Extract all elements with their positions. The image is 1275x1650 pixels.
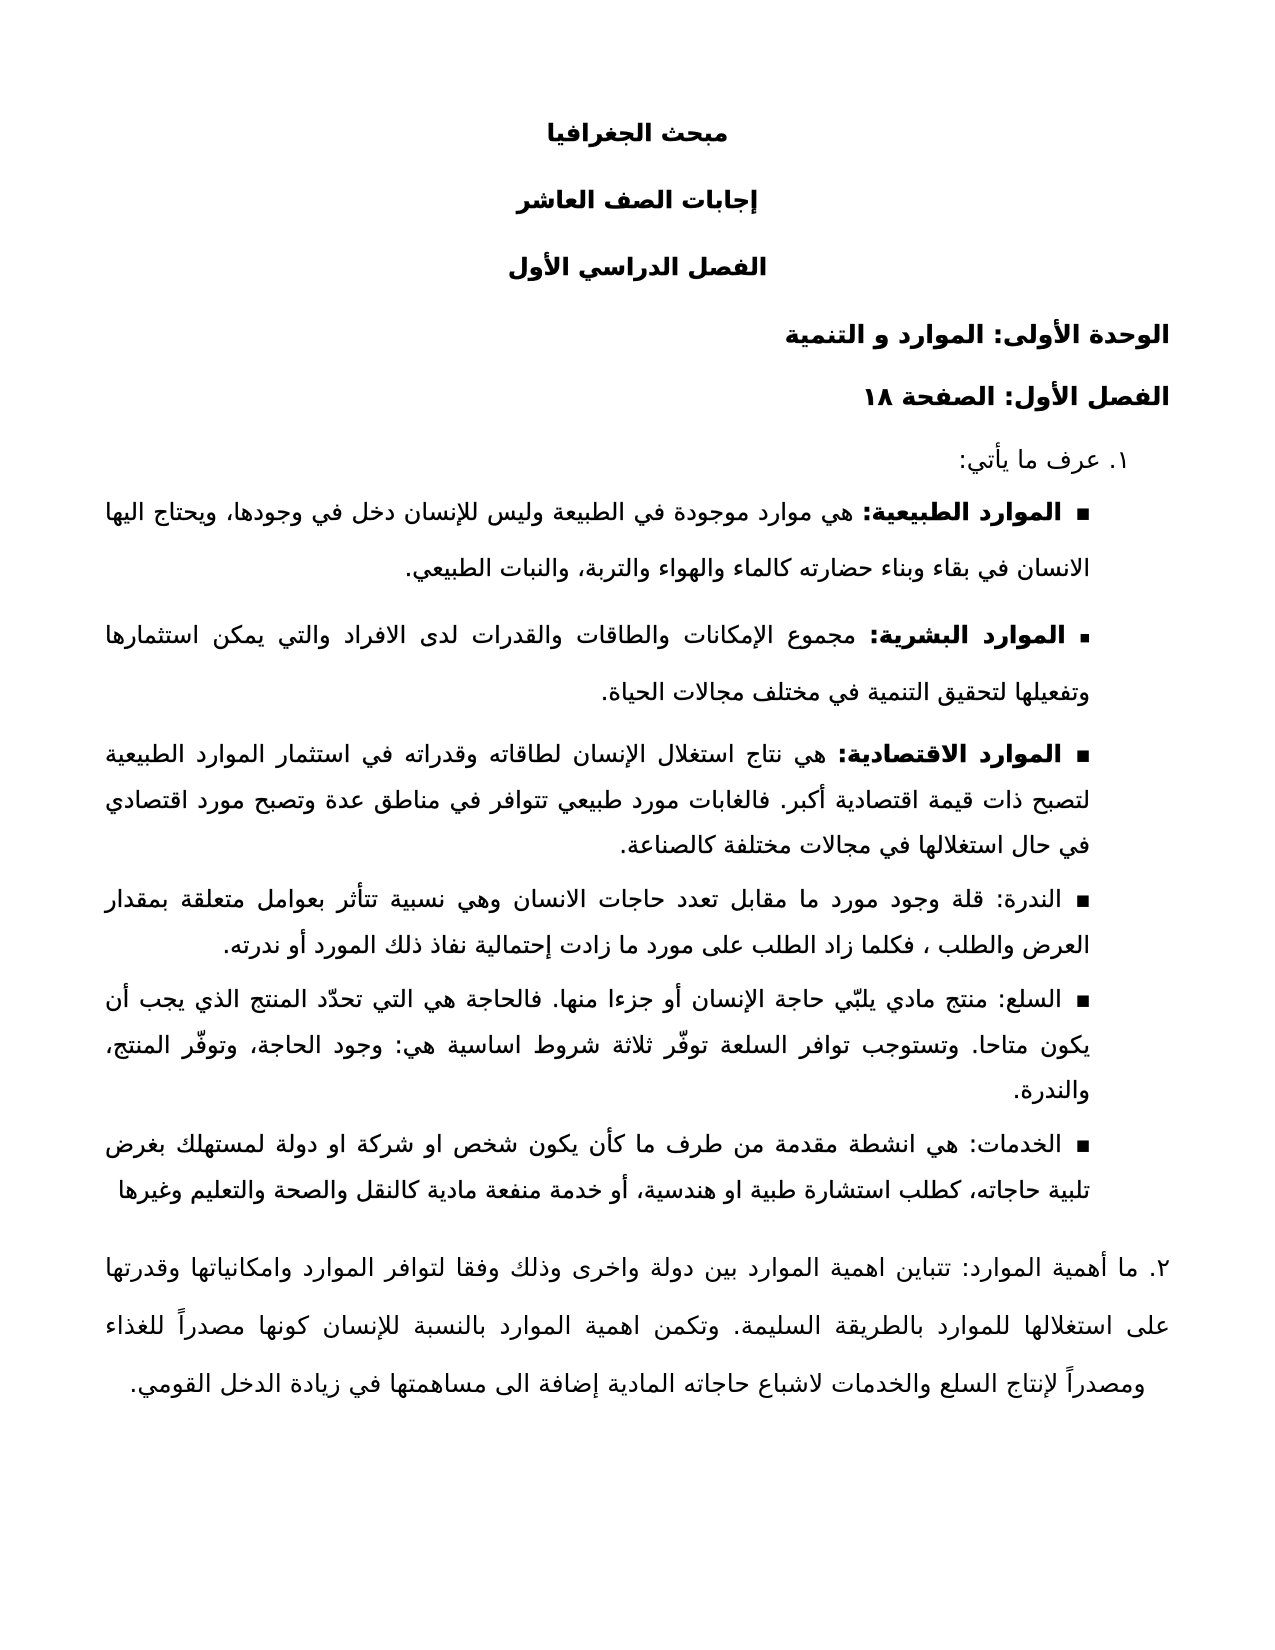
question-1-number: ١.: [1108, 445, 1130, 474]
question-2-paragraph: [105, 1239, 1170, 1413]
definition-text: قلة وجود مورد ما مقابل تعدد حاجات الانسان وهي نسبية تتأثر بعوامل متعلقة بمقدار العرض والطلب ، فكلما زاد الطلب على مورد ما زادت إحتمالية نفاذ ذلك المورد أو ندرته.: [105, 885, 1090, 959]
bullet-square-icon: ■: [1075, 891, 1090, 909]
definition-term: الموارد الاقتصادية:: [837, 740, 1062, 768]
definition-item-economic-resources: [105, 732, 1090, 868]
definition-term: الندرة:: [995, 885, 1062, 913]
bullet-square-icon: ■: [1075, 504, 1091, 522]
question-2-number: ٢.: [1148, 1253, 1170, 1282]
doc-title-semester: الفصل الدراسي الأول: [507, 253, 768, 281]
question-2-text: ما أهمية الموارد: تتباين اهمية الموارد بين دولة واخرى وذلك وفقا لتوافر الموارد وامكانياتها وقدرتها على استغلالها للموارد بالطريقة السليمة. وتكمن اهمية الموارد بالنسبة للإنسان كونها مصدراً للغذاء ومصدراً لإنتاج السلع والخدمات لاشباع حاجاته المادية إضافة الى مساهمتها في زيادة الدخل القومي.: [105, 1253, 1170, 1398]
definition-term: السلع:: [997, 985, 1062, 1013]
definition-text: منتج مادي يلبّي حاجة الإنسان أو جزءا منها. فالحاجة هي التي تحدّد المنتج الذي يجب أن يكون متاحا. وتستوجب توافر السلعة توفّر ثلاثة شروط اساسية هي: وجود الحاجة، وتوفّر المنتج، والندرة.: [105, 985, 1090, 1104]
chapter-heading: الفصل الأول: الصفحة ١٨: [862, 382, 1170, 411]
definition-item-human-resources: [105, 608, 1090, 720]
definition-item-scarcity: [105, 877, 1090, 968]
definition-term: الخدمات:: [968, 1130, 1062, 1158]
definition-item-services: [105, 1122, 1090, 1213]
bullet-square-icon: ■: [1075, 746, 1090, 764]
definition-text: هي نتاج استغلال الإنسان لطاقاته وقدراته في استثمار الموارد الطبيعية لتصبح ذات قيمة اقتصادية أكبر. فالغابات مورد طبيعي تتوافر في مناطق عدة وتصبح مورد اقتصادي في حال استغلالها في مجالات مختلفة كالصناعة.: [105, 740, 1090, 859]
definition-text: مجموع الإمكانات والطاقات والقدرات لدى الافراد والتي يمكن استثمارها وتفعيلها لتحقيق التنمية في مختلف مجالات الحياة.: [105, 621, 1090, 706]
doc-title-subject: مبحث الجغرافيا: [546, 119, 729, 147]
unit-heading: الوحدة الأولى: الموارد و التنمية: [784, 320, 1170, 349]
doc-title-answers: إجابات الصف العاشر: [516, 186, 759, 214]
definitions-list: [105, 485, 1170, 1213]
question-1-line: [105, 443, 1170, 477]
definition-text: هي انشطة مقدمة من طرف ما كأن يكون شخص او شركة او دولة لمستهلك بغرض تلبية حاجاته، كطلب استشارة طبية او هندسية، أو خدمة منفعة مادية كالنقل والصحة والتعليم وغيرها: [105, 1130, 1090, 1204]
definition-term: الموارد البشرية:: [869, 621, 1066, 649]
definition-text: هي موارد موجودة في الطبيعة وليس للإنسان دخل في وجودها، ويحتاج اليها الانسان في بقاء وبناء حضارته كالماء والهواء والتربة، والنبات الطبيعي.: [105, 498, 1090, 582]
definition-term: الموارد الطبيعية:: [862, 498, 1062, 526]
bullet-square-icon: ■: [1075, 1136, 1090, 1154]
definition-item-goods: [105, 977, 1090, 1113]
bullet-square-icon: ■: [1079, 631, 1091, 644]
question-1-text: عرف ما يأتي:: [958, 445, 1101, 474]
bullet-square-icon: ■: [1075, 991, 1090, 1009]
definition-item-natural-resources: [105, 485, 1090, 596]
